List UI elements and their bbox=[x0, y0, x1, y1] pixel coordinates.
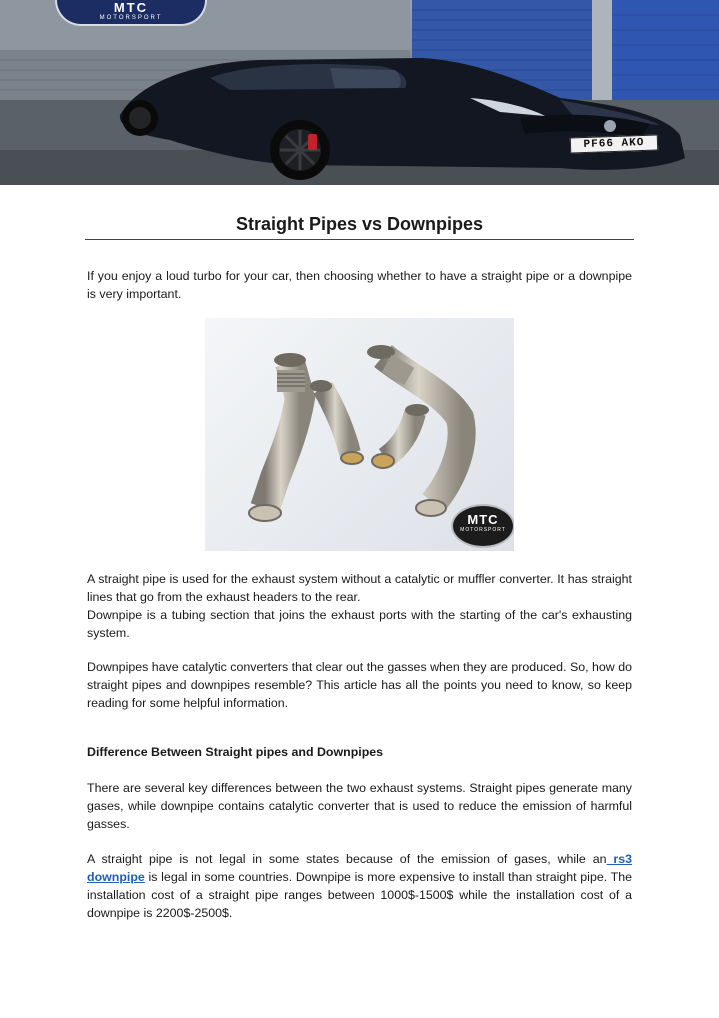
paragraph-5 bbox=[87, 850, 632, 922]
product-logo-text: MTC bbox=[467, 512, 499, 527]
rs3-downpipe-link[interactable]: rs3 downpipe bbox=[87, 852, 633, 884]
product-image bbox=[205, 318, 514, 551]
paragraph-2: Downpipe is a tubing section that joins the exhaust ports with the starting of the car's exhausting system. bbox=[87, 608, 632, 640]
page-title: Straight Pipes vs Downpipes bbox=[85, 210, 634, 240]
intro-text: If you enjoy a loud turbo for your car, then choosing whether to have a straight pipe or a downpipe is very important. bbox=[87, 269, 632, 301]
hero-image bbox=[0, 0, 719, 185]
straight-pipe-paragraph bbox=[87, 570, 632, 642]
paragraph-4: There are several key differences between the two exhaust systems. Straight pipes generate many gases, while downpipe contains catalytic converter that is used to reduce the emission of harmful gasses. bbox=[87, 781, 632, 831]
paragraph-5-end: is legal in some countries. Downpipe is more expensive to install than straight pipe. The installation cost of a straight pipe ranges between 1000$-1500$ while the installation cost of a downpipe is 2200$-2500$. bbox=[87, 870, 632, 920]
hero-logo-subtext: MOTORSPORT bbox=[99, 15, 163, 21]
product-logo-badge bbox=[451, 504, 514, 548]
downpipe-paragraph bbox=[87, 658, 632, 712]
product-logo-subtext: MOTORSPORT bbox=[460, 527, 506, 533]
license-plate: PF66 AKO bbox=[570, 134, 659, 153]
intro-paragraph bbox=[87, 267, 632, 303]
hero-logo-text: MTC bbox=[113, 0, 149, 15]
hero-logo-sign bbox=[55, 0, 207, 26]
paragraph-1: A straight pipe is used for the exhaust system without a catalytic or muffler converter. It has straight lines that go from the exhaust headers to the rear. bbox=[87, 572, 632, 604]
paragraph-3: Downpipes have catalytic converters that clear out the gasses when they are produced. So, how do straight pipes and downpipes resemble? This article has all the points you need to know, so keep reading for some helpful information. bbox=[87, 660, 632, 710]
legality-paragraph bbox=[87, 850, 632, 922]
section-heading: Difference Between Straight pipes and Downpipes bbox=[87, 745, 384, 759]
differences-paragraph bbox=[87, 779, 632, 833]
hero-scene bbox=[0, 0, 719, 185]
paragraph-5-start: A straight pipe is not legal in some states because of the emission of gases, while an bbox=[87, 852, 607, 866]
